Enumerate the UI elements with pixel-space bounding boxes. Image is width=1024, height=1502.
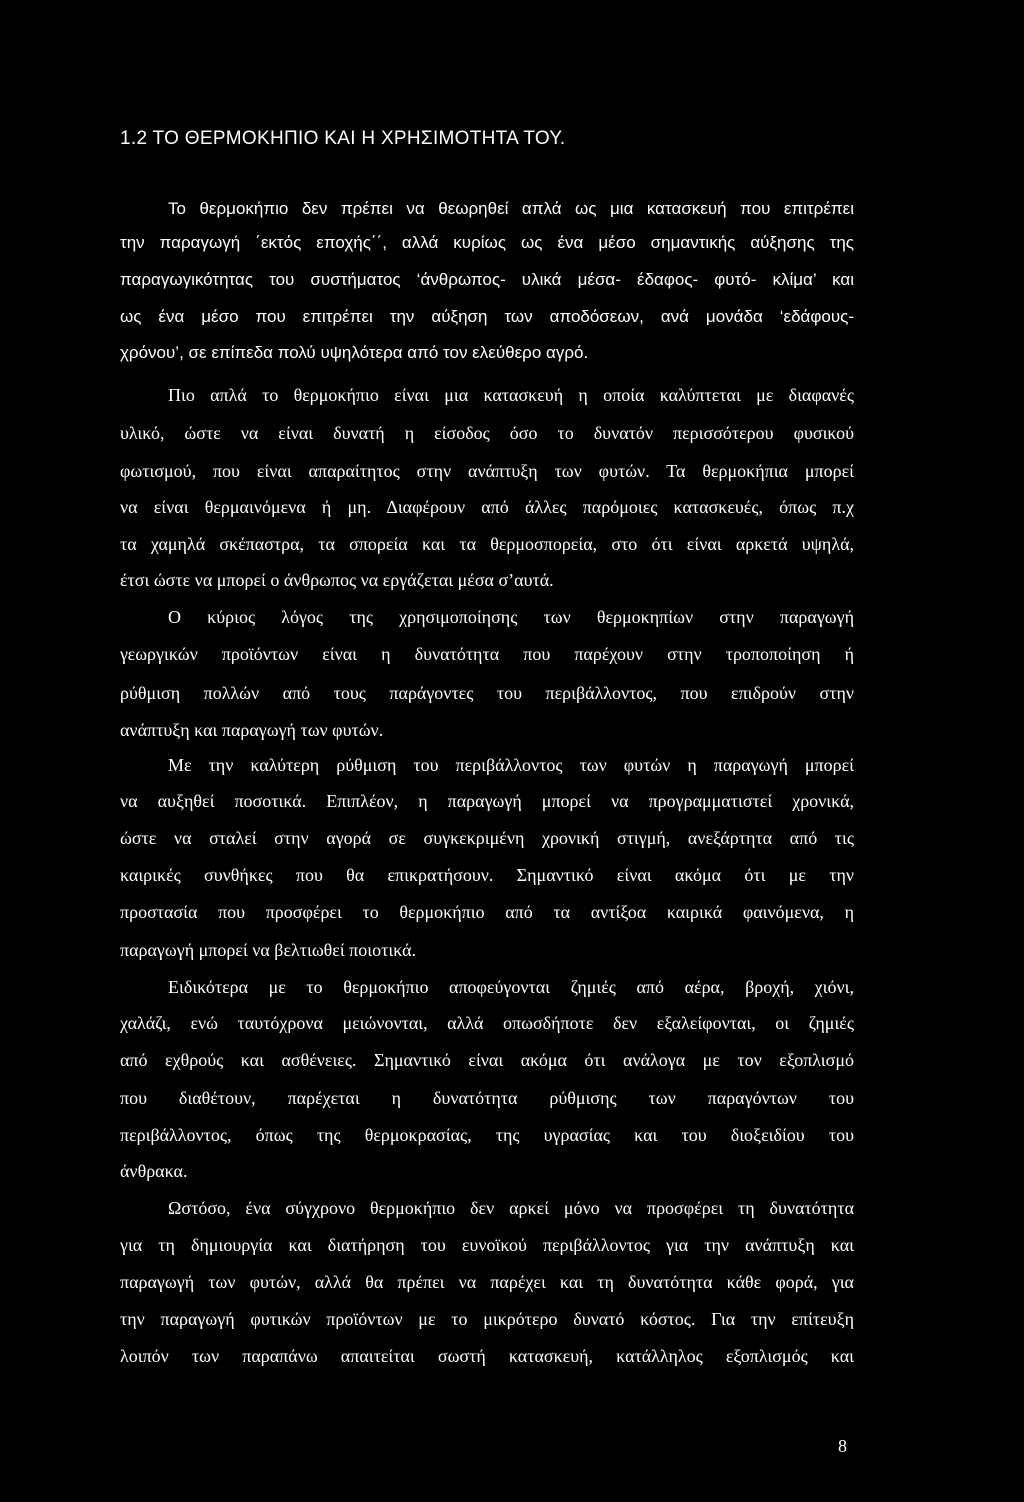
text-line: χαλάζι, ενώ ταυτόχρονα μειώνονται, αλλά οπωσδήποτε δεν εξαλείφονται, οι ζημιές (120, 1013, 854, 1033)
text-line: περιβάλλοντος, όπως της θερμοκρασίας, της υγρασίας και του διοξειδίου του (120, 1125, 854, 1145)
text-line: την παραγωγή ΄εκτός εποχής΄΄, αλλά κυρίως ως ένα μέσο σημαντικής αύξησης της (120, 233, 854, 252)
text-line: φωτισμού, που είναι απαραίτητος στην ανάπτυξη των φυτών. Τα θερμοκήπια μπορεί (120, 461, 854, 481)
text-line: γεωργικών προϊόντων είναι η δυνατότητα που παρέχουν στην τροποποίηση ή (120, 644, 854, 664)
text-line: να είναι θερμαινόμενα ή μη. Διαφέρουν από άλλες παρόμοιες κατασκευές, όπως π.χ (120, 497, 854, 517)
text-line: τα χαμηλά σκέπαστρα, τα σπορεία και τα θερμοσπορεία, στο ότι είναι αρκετά υψηλά, (120, 534, 854, 554)
text-line: Με την καλύτερη ρύθμιση του περιβάλλοντος των φυτών η παραγωγή μπορεί (168, 755, 854, 775)
text-line: για τη δημιουργία και διατήρηση του ευνοϊκού περιβάλλοντος για την ανάπτυξη και (120, 1235, 854, 1255)
text-line: παραγωγικότητας του συστήματος ‘άνθρωπος- υλικά μέσα- έδαφος- φυτό- κλίμα’ και (120, 270, 854, 289)
text-line: προστασία που προσφέρει το θερμοκήπιο από τα αντίξοα καιρικά φαινόμενα, η (120, 902, 854, 922)
text-line: έτσι ώστε να μπορεί ο άνθρωπος να εργάζεται μέσα σ’αυτά. (120, 570, 554, 590)
text-line: ρύθμιση πολλών από τους παράγοντες του περιβάλλοντος, που επιδρούν στην (120, 683, 854, 703)
text-line: ανάπτυξη και παραγωγή των φυτών. (120, 720, 384, 740)
text-line: που διαθέτουν, παρέχεται η δυνατότητα ρύθμισης των παραγόντων του (120, 1088, 854, 1108)
text-line: παραγωγή μπορεί να βελτιωθεί ποιοτικά. (120, 940, 417, 960)
text-line: Το θερμοκήπιο δεν πρέπει να θεωρηθεί απλά ως μια κατασκευή που επιτρέπει (168, 199, 854, 218)
text-line: καιρικές συνθήκες που θα επικρατήσουν. Σημαντικό είναι ακόμα ότι με την (120, 865, 854, 885)
text-line: Ο κύριος λόγος της χρησιμοποίησης των θερμοκηπίων στην παραγωγή (168, 607, 854, 627)
text-line: λοιπόν των παραπάνω απαιτείται σωστή κατασκευή, κατάλληλος εξοπλισμός και (120, 1346, 854, 1366)
text-line: την παραγωγή φυτικών προϊόντων με το μικρότερο δυνατό κόστος. Για την επίτευξη (120, 1309, 854, 1329)
text-line: υλικό, ώστε να είναι δυνατή η είσοδος όσο το δυνατόν περισσότερου φυσικού (120, 423, 854, 443)
text-line: ώστε να σταλεί στην αγορά σε συγκεκριμένη χρονική στιγμή, ανεξάρτητα από τις (120, 828, 854, 848)
text-line: χρόνου’, σε επίπεδα πολύ υψηλότερα από τον ελεύθερο αγρό. (120, 343, 589, 362)
text-line: Ωστόσο, ένα σύγχρονο θερμοκήπιο δεν αρκεί μόνο να προσφέρει τη δυνατότητα (168, 1198, 854, 1218)
text-line: από εχθρούς και ασθένειες. Σημαντικό είναι ακόμα ότι ανάλογα με τον εξοπλισμό (120, 1050, 854, 1070)
text-line: Ειδικότερα με το θερμοκήπιο αποφεύγονται ζημιές από αέρα, βροχή, χιόνι, (168, 977, 854, 997)
text-line: άνθρακα. (120, 1161, 188, 1181)
text-line: παραγωγή των φυτών, αλλά θα πρέπει να παρέχει και τη δυνατότητα κάθε φορά, για (120, 1272, 854, 1292)
text-line: να αυξηθεί ποσοτικά. Επιπλέον, η παραγωγή μπορεί να προγραμματιστεί χρονικά, (120, 791, 854, 811)
section-heading: 1.2 ΤΟ ΘΕΡΜΟΚΗΠΙΟ ΚΑΙ Η ΧΡΗΣΙΜΟΤΗΤΑ ΤΟΥ. (120, 128, 566, 149)
text-line: ως ένα μέσο που επιτρέπει την αύξηση των αποδόσεων, ανά μονάδα ‘εδάφους- (120, 307, 854, 326)
text-line: Πιο απλά το θερμοκήπιο είναι μια κατασκευή η οποία καλύπτεται με διαφανές (168, 385, 854, 405)
page-number: 8 (838, 1436, 847, 1456)
